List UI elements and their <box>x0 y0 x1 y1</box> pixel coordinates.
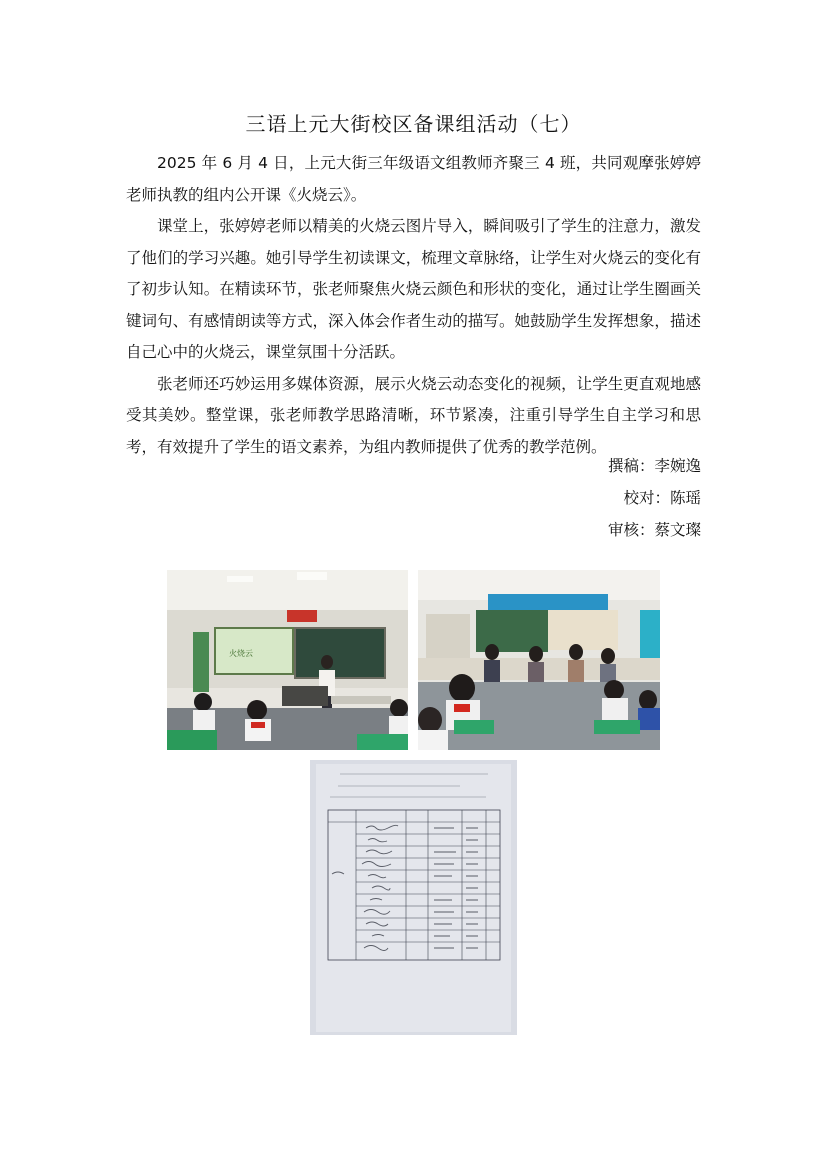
slide-title: 火烧云 <box>229 649 253 658</box>
paragraph-3: 张老师还巧妙运用多媒体资源，展示火烧云动态变化的视频，让学生更直观地感受其美妙。整堂课，张老师教学思路清晰，环节紧凑，注重引导学生自主学习和思考，有效提升了学生的语文素养，为组内教师提供了优秀的教学范例。 <box>126 374 701 456</box>
paragraph-1: 2025 年 6 月 4 日，上元大街三年级语文组教师齐聚三 4 班，共同观摩张婷婷老师执教的组内公开课《火烧云》。 <box>126 154 701 204</box>
page-title: 三语上元大街校区备课组活动（七） <box>245 112 582 136</box>
observing-teachers-photo <box>418 570 660 750</box>
article-body <box>126 148 701 463</box>
sign-in-sheet-image <box>310 760 517 1035</box>
reviewer-credit: 审核：蔡文璨 <box>607 521 701 539</box>
classroom-front-photo <box>167 570 408 750</box>
writer-credit: 撰稿：李婉逸 <box>607 457 701 475</box>
proofreader-credit: 校对：陈瑶 <box>623 489 701 507</box>
paragraph-2: 课堂上，张婷婷老师以精美的火烧云图片导入，瞬间吸引了学生的注意力，激发了他们的学习兴趣。她引导学生初读课文，梳理文章脉络，让学生对火烧云的变化有了初步认知。在精读环节，张老师聚焦火烧云颜色和形状的变化，通过让学生圈画关键词句、有感情朗读等方式，深入体会作者生动的描写。她鼓励学生发挥想象，描述自己心中的火烧云，课堂氛围十分活跃。 <box>126 217 701 361</box>
sign-in-sheet-photo <box>310 760 517 1035</box>
